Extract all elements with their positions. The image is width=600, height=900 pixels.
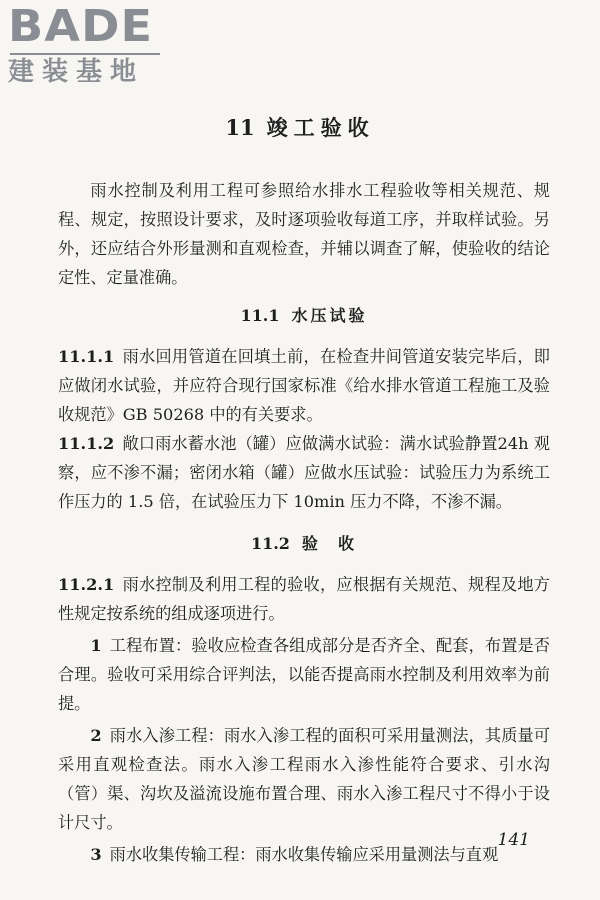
intro-paragraph: 雨水控制及利用工程可参照给水排水工程验收等相关规范、规程、规定，按照设计要求，及时逐项验收每道工序，并取样试验。另外，还应结合外形量测和直观检查，并辅以调查了解，使验收的结论定性、定量准确。 [58, 181, 550, 287]
list-item-3 [58, 840, 550, 869]
logo-divider [10, 53, 160, 55]
clause-number: 11.1.2 [58, 434, 115, 453]
clause-text: 雨水控制及利用工程的验收，应根据有关规范、规程及地方性规定按系统的组成逐项进行。 [58, 575, 550, 623]
page-number: 141 [497, 830, 530, 850]
section-title-text: 验 收 [301, 534, 358, 553]
item-text: 工程布置：验收应检查各组成部分是否齐全、配套，布置是否合理。验收可采用综合评判法，以能否提高雨水控制及利用效率为前提。 [58, 636, 550, 713]
item-text: 雨水收集传输工程：雨水收集传输应采用量测法与直观 [109, 845, 499, 864]
clause-text: 敞口雨水蓄水池（罐）应做满水试验：满水试验静置24h 观察，应不渗不漏；密闭水箱（罐）应做水压试验：试验压力为系统工作压力的 1.5 倍，在试验压力下 10min 压力不降，不渗不漏。 [58, 434, 550, 511]
item-number: 3 [90, 845, 102, 864]
logo-chinese-text: 建装基地 [8, 57, 145, 87]
logo-latin-text: BADE [8, 1, 154, 52]
clause-number: 11.1.1 [58, 347, 115, 366]
section-number: 11.2 [250, 534, 290, 553]
clause-11-1-1 [58, 342, 550, 429]
item-text: 雨水入渗工程：雨水入渗工程的面积可采用量测法，其质量可采用直观检查法。雨水入渗工程雨水入渗性能符合要求、引水沟（管）渠、沟坎及溢流设施布置合理、雨水入渗工程尺寸不得小于设计尺寸。 [58, 726, 550, 832]
logo [8, 1, 178, 87]
chapter-title [0, 112, 600, 142]
list-item-1 [58, 631, 550, 718]
clause-number: 11.2.1 [58, 575, 115, 594]
clause-11-1-2 [58, 429, 550, 516]
item-number: 1 [90, 636, 102, 655]
section-number: 11.1 [240, 306, 280, 325]
clause-11-2-1 [58, 570, 550, 628]
section-title-text: 水压试验 [291, 306, 368, 325]
chapter-title-text: 竣工验收 [266, 115, 375, 140]
section-heading-11-1 [58, 302, 550, 330]
chapter-number: 11 [225, 115, 255, 140]
item-number: 2 [90, 726, 102, 745]
section-heading-11-2 [58, 530, 550, 558]
page-body [58, 176, 550, 869]
clause-text: 雨水回用管道在回填土前，在检查井间管道安装完毕后，即应做闭水试验，并应符合现行国家标准《给水排水管道工程施工及验收规范》GB 50268 中的有关要求。 [58, 347, 550, 424]
list-item-2 [58, 721, 550, 837]
